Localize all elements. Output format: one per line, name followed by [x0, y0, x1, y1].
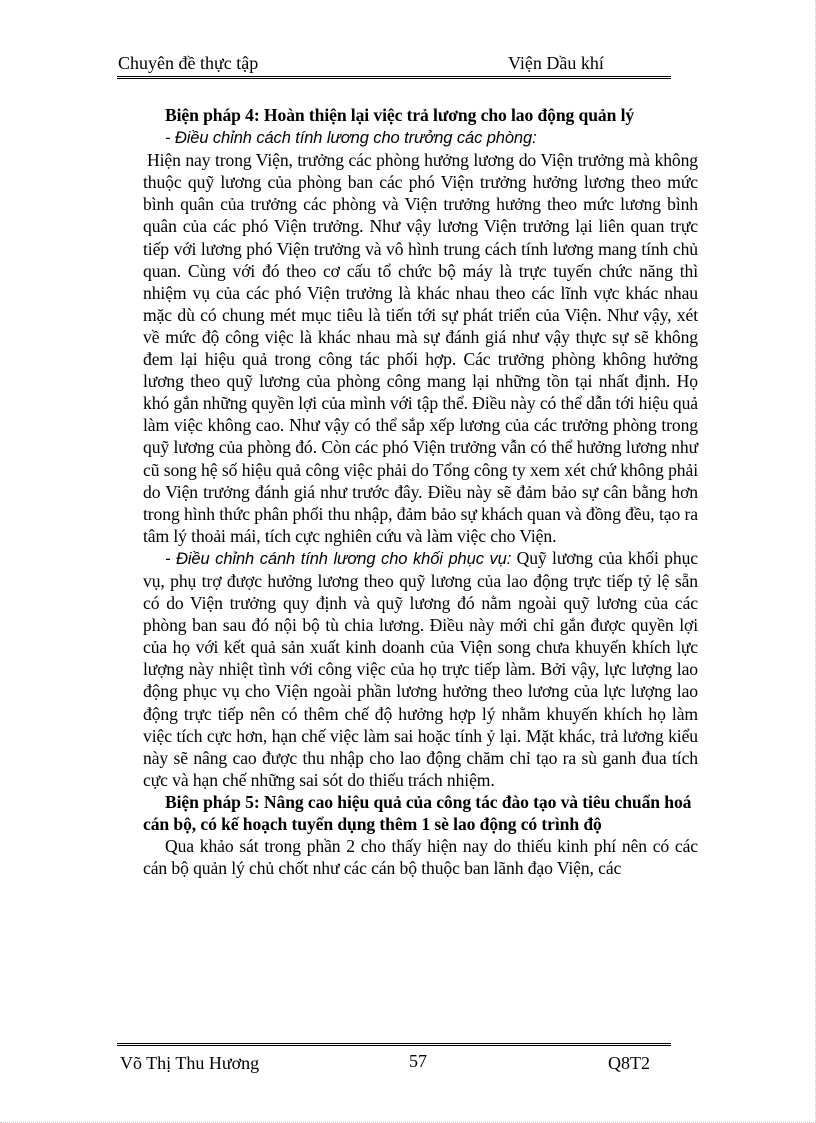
subsection-label-managers-text: - Điều chỉnh cách tính lương cho trưởng các phòng:: [165, 129, 537, 148]
document-body: [143, 104, 698, 879]
section-5-heading: Biện pháp 5: Nâng cao hiệu quả của công tác đào tạo và tiêu chuẩn hoá cán bộ, có kế hoạch tuyển dụng thêm 1 sè lao động có trình độ: [143, 791, 692, 834]
footer-author: Võ Thị Thu Hương: [120, 1053, 260, 1073]
page-number: 57: [409, 1051, 427, 1071]
subsection-label-managers: [143, 126, 698, 149]
header-document-type: Chuyên đề thực tập: [118, 53, 259, 73]
subsection-label-service: - Điều chỉnh cánh tính lương cho khối phục vụ:: [165, 549, 512, 568]
paragraph-training: Qua khảo sát trong phần 2 cho thấy hiện nay do thiếu kinh phí nên có các cán bộ quản lý chủ chốt như các cán bộ thuộc ban lãnh đạo Viện, các: [143, 836, 698, 879]
page-footer: [117, 1043, 671, 1078]
paragraph-service-salary: [143, 547, 698, 791]
footer-class-code: Q8T2: [608, 1053, 650, 1073]
page-header: [117, 50, 671, 79]
section-4-heading: Biện pháp 4: Hoàn thiện lại việc trả lương cho lao động quản lý: [165, 105, 635, 125]
header-organization: Viện Dầu khí: [508, 53, 604, 73]
paragraph-managers-salary: Hiện nay trong Viện, trưởng các phòng hưởng lương do Viện trưởng mà không thuộc quỹ lương của phòng ban các phó Viện trưởng hưởng lương theo mức bình quân của trưởng các phòng và Viện trưởng hưởng theo mức lương bình quân của các phó Viện trưởng. Như vậy lương Viện trưởng lại liên quan trực tiếp với lương phó Viện trưởng và vô hình trung cách tính lương mang tính chủ quan. Cùng với đó theo cơ cấu tổ chức bộ máy là trực tuyến chức năng thì nhiệm vụ của các phó Viện trưởng là khác nhau theo các lĩnh vực khác nhau mặc dù có chung mét mục tiêu là tiến tới sự phát triển của Viện. Như vậy, xét về mức độ công việc là khác nhau mà sự đánh giá như vậy thực sự sẽ không đem lại hiệu quả trong công tác phối hợp. Các trưởng phòng không hưởng lương theo quỹ lương của phòng công mang lại những tồn tại nhất định. Họ khó gắn những quyền lợi của mình với tập thể. Điều này có thể dẫn tới hiệu quả làm việc không cao. Như vậy có thể sắp xếp lương của các trưởng phòng trong quỹ lương của phòng đó. Còn các phó Viện trưởng vẫn có thể hưởng lương như cũ song hệ số hiệu quả công việc phải do Tổng công ty xem xét chứ không phải do Viện trưởng đánh giá như trước đây. Điều này sẽ đảm bảo sự cân bằng hơn trong hình thức phân phối thu nhập, đảm bảo sự khách quan và đồng đều, tạo ra tâm lý thoải mái, tích cực nghiên cứu và làm việc cho Viện.: [143, 150, 698, 546]
paragraph-service-salary-text: Quỹ lương của khối phục vụ, phụ trợ được hưởng lương theo quỹ lương của lao động trực tiếp tỷ lệ sẵn có do Viện trưởng quy định và quỹ lương đó nằm ngoài quỹ lương của các phòng ban sau đó nội bộ tù chia lương. Điều này mới chỉ gắn được quyền lợi của họ với kết quả sản xuất kinh doanh của Viện song chưa khuyến khích lực lượng này nhiệt tình với công việc của họ trực tiếp làm. Bởi vậy, lực lượng lao động phục vụ cho Viện ngoài phần lương hưởng theo lương của lực lượng lao động trực tiếp nên có thêm chế độ hưởng hợp lý nhằm khuyến khích họ làm việc tích cực hơn, hạn chế việc làm sai hoặc tính ỷ lại. Mặt khác, trả lương kiểu này sẽ nâng cao được thu nhập cho lao động chăm chỉ tạo ra sù ganh đua tích cực và hạn chế những sai sót do thiếu trách nhiệm.: [143, 547, 698, 790]
